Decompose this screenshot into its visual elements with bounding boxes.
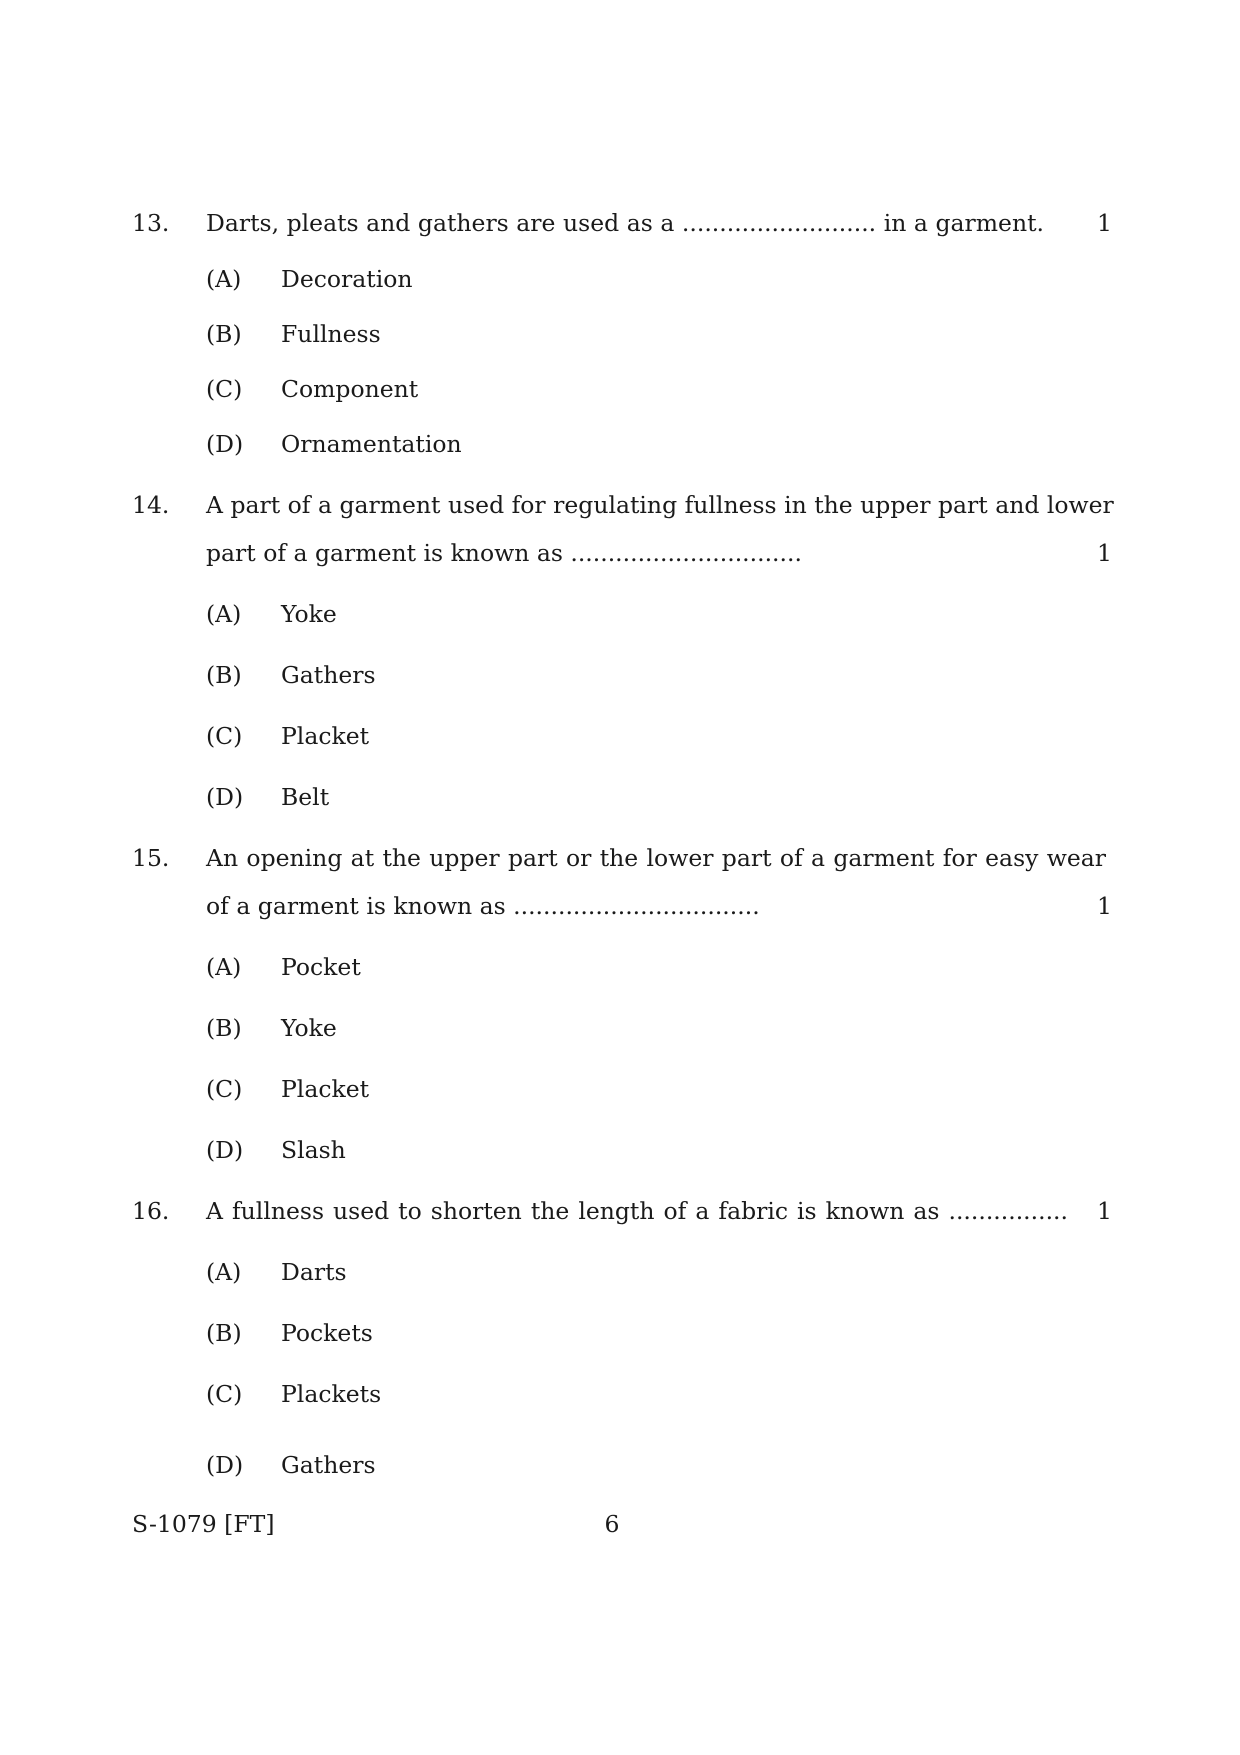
option-label: (B): [206, 1014, 242, 1042]
question-text: A part of a garment used for regulating fullness in the upper part and lower: [206, 491, 1114, 519]
paper-code: S-1079 [FT]: [132, 1510, 275, 1538]
option-text: Belt: [281, 783, 330, 811]
option-text: Yoke: [281, 1014, 337, 1042]
option-label: (C): [206, 722, 243, 750]
option-label: (A): [206, 600, 242, 628]
option-label: (D): [206, 783, 244, 811]
question-marks: 1: [1097, 539, 1112, 567]
option-text: Slash: [281, 1136, 346, 1164]
option-label: (C): [206, 1075, 243, 1103]
question-marks: 1: [1097, 209, 1112, 237]
option-label: (B): [206, 320, 242, 348]
option-text: Pocket: [281, 953, 361, 981]
question-text: of a garment is known as .................................: [206, 892, 760, 920]
option-text: Ornamentation: [281, 430, 462, 458]
option-label: (D): [206, 1451, 244, 1479]
question-number: 15.: [132, 844, 170, 872]
option-text: Plackets: [281, 1380, 382, 1408]
option-text: Placket: [281, 1075, 370, 1103]
option-text: Gathers: [281, 661, 376, 689]
page-number: 6: [604, 1510, 620, 1538]
option-text: Yoke: [281, 600, 337, 628]
question-number: 14.: [132, 491, 170, 519]
option-label: (B): [206, 1319, 242, 1347]
option-text: Placket: [281, 722, 370, 750]
option-text: Component: [281, 375, 419, 403]
question-marks: 1: [1097, 892, 1112, 920]
option-text: Pockets: [281, 1319, 373, 1347]
option-text: Darts: [281, 1258, 347, 1286]
option-label: (A): [206, 1258, 242, 1286]
option-label: (C): [206, 375, 243, 403]
question-text: An opening at the upper part or the lower part of a garment for easy wear: [206, 844, 1106, 872]
option-label: (B): [206, 661, 242, 689]
question-marks: 1: [1097, 1197, 1112, 1225]
question-number: 13.: [132, 209, 170, 237]
option-text: Fullness: [281, 320, 381, 348]
option-label: (D): [206, 1136, 244, 1164]
option-label: (A): [206, 265, 242, 293]
question-text: Darts, pleats and gathers are used as a .......................... in a garment.: [206, 209, 1044, 237]
question-number: 16.: [132, 1197, 170, 1225]
option-text: Decoration: [281, 265, 413, 293]
option-label: (A): [206, 953, 242, 981]
option-label: (C): [206, 1380, 243, 1408]
question-text: A fullness used to shorten the length of a fabric is known as ................: [206, 1197, 1068, 1225]
question-text: part of a garment is known as ...............................: [206, 539, 802, 567]
option-label: (D): [206, 430, 244, 458]
option-text: Gathers: [281, 1451, 376, 1479]
